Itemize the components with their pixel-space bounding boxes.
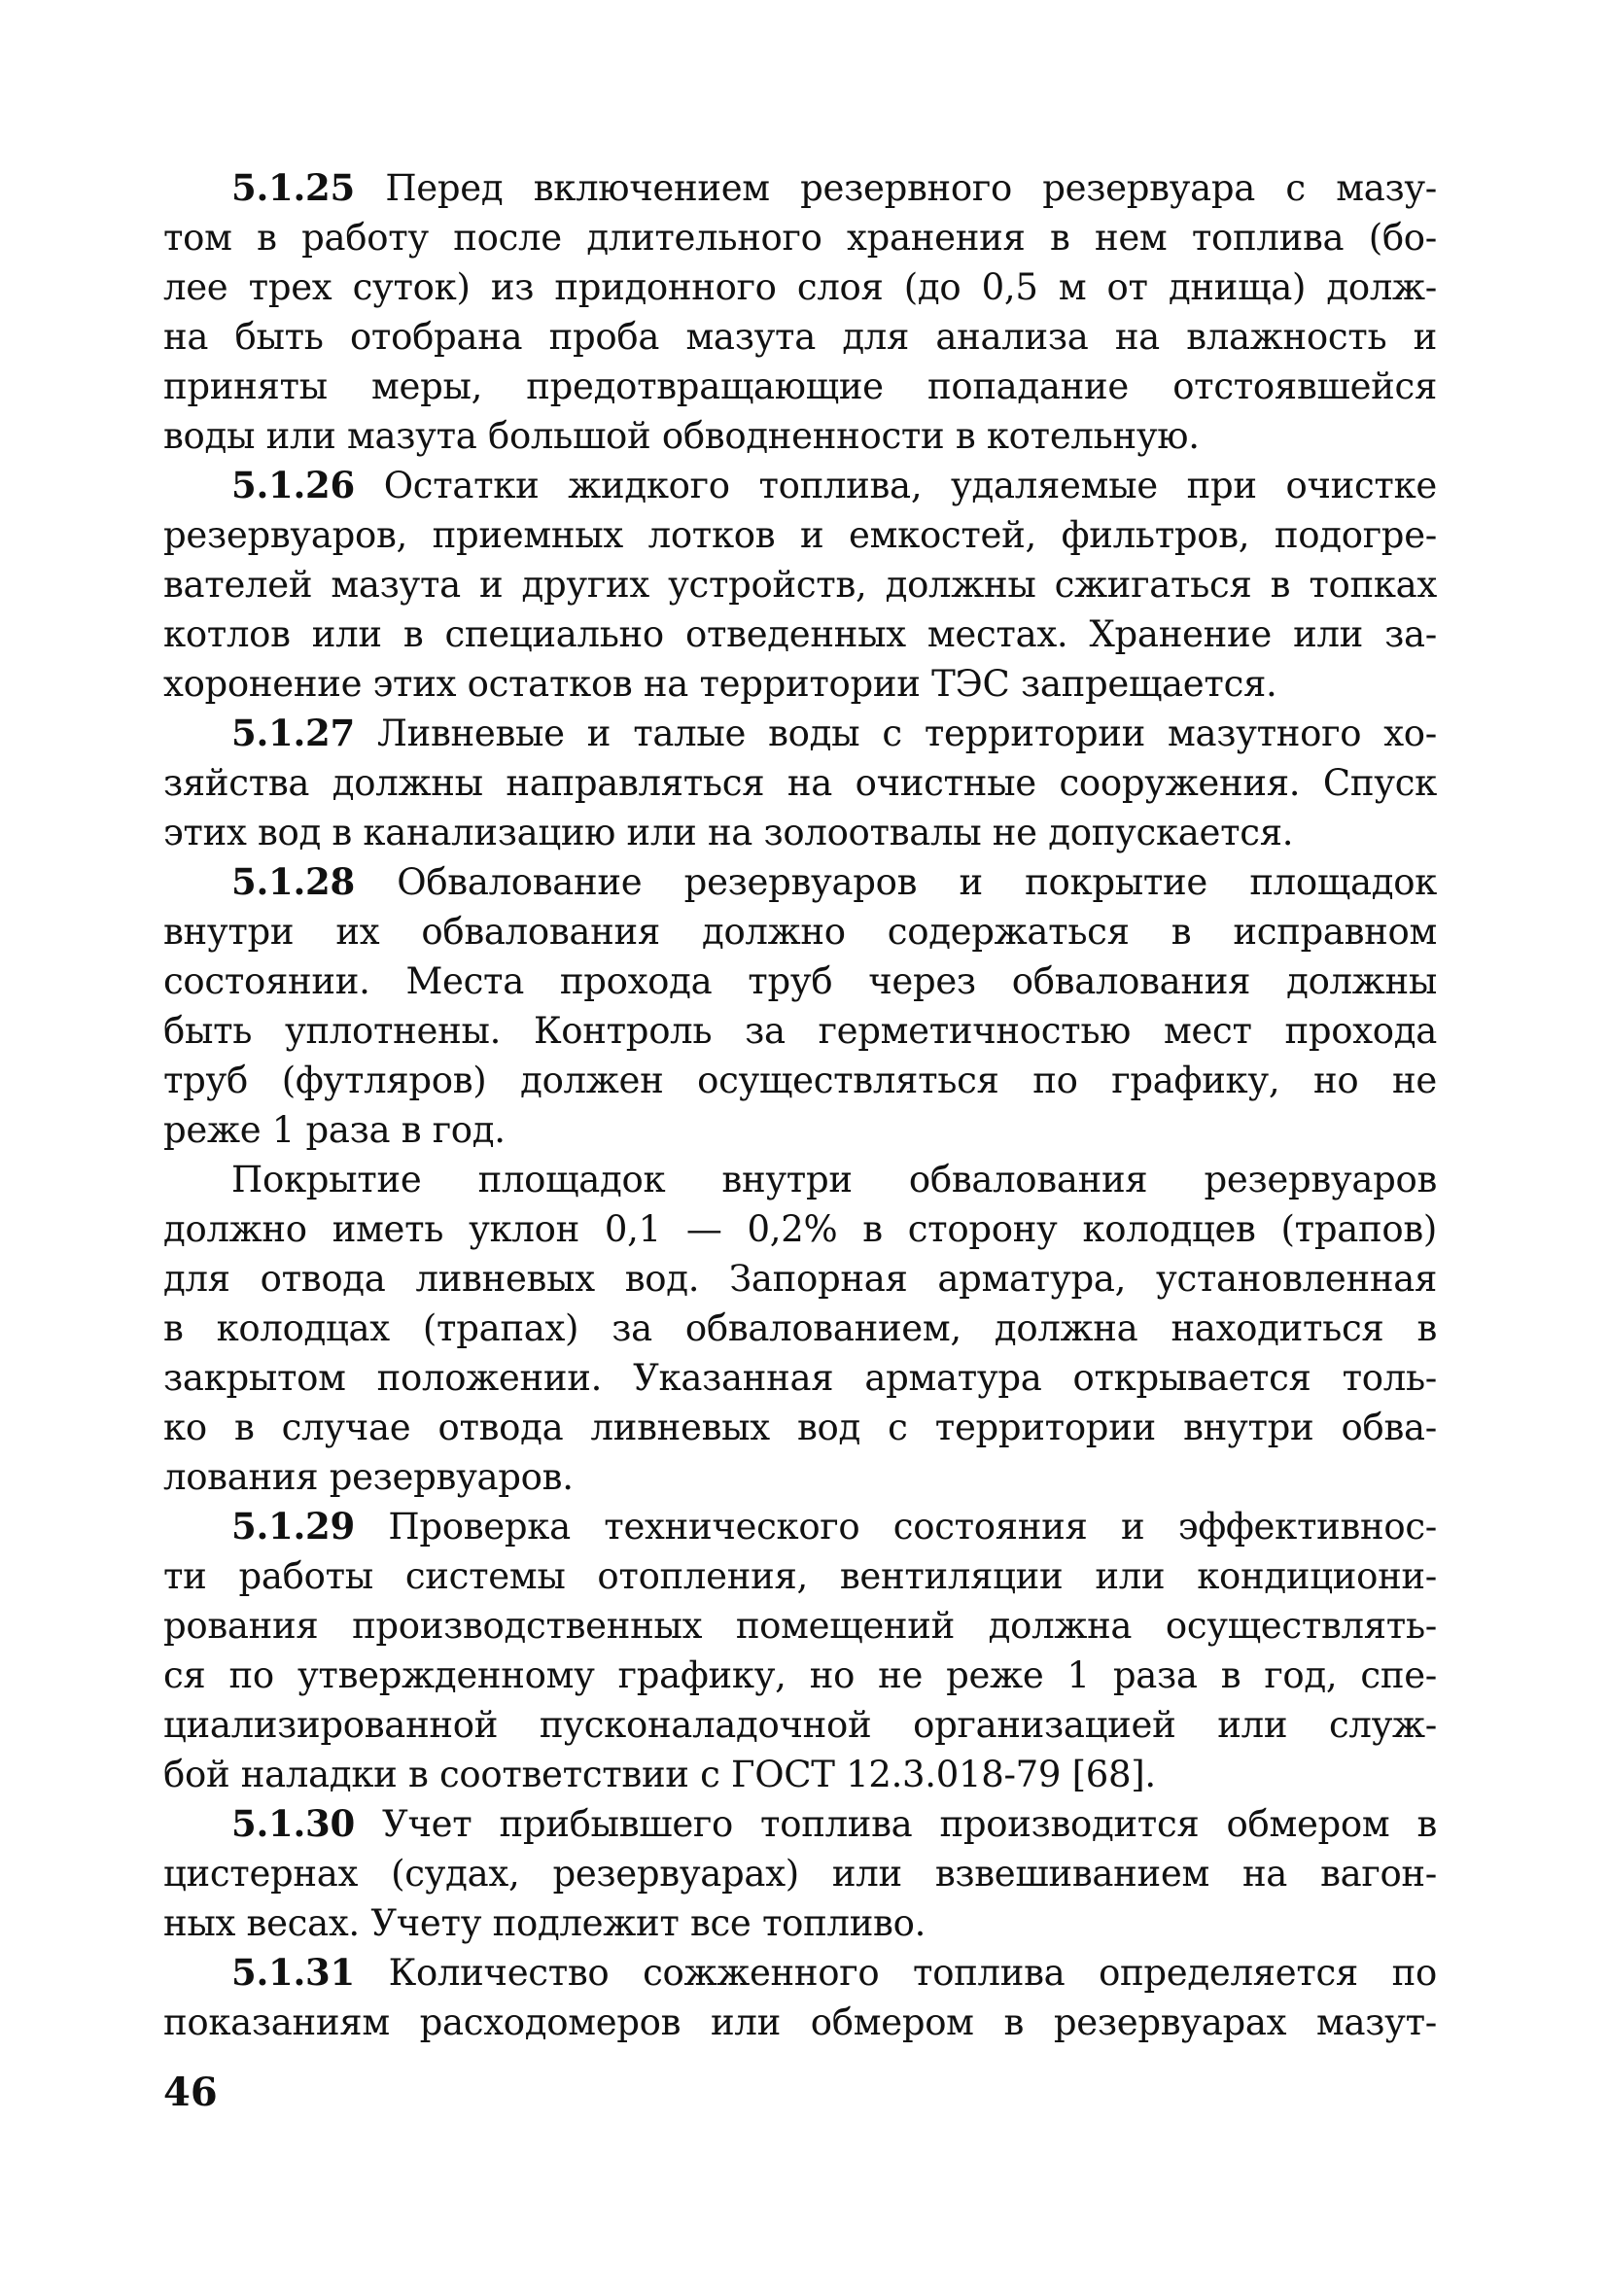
text-line: должно иметь уклон 0,1 — 0,2% в сторону колодцев (трапов) [163,1208,1437,1250]
paragraph-5-1-30 [163,1799,1437,1948]
text-line: приняты меры, предотвращающие попадание отстоявшейся [163,365,1437,407]
paragraph-5-1-25 [163,163,1437,461]
text-line: реже 1 раза в год. [163,1109,506,1151]
clause-number: 5.1.27 [231,712,355,754]
text-line: труб (футляров) должен осуществляться по графику, но не [163,1060,1437,1101]
text-line: в колодцах (трапах) за обвалованием, должна находиться в [163,1307,1437,1349]
text-line: этих вод в канализацию или на золоотвалы не допускается. [163,812,1294,853]
line-text: Остатки жидкого топлива, удаляемые при очистке [383,465,1437,506]
text-line: на быть отобрана проба мазута для анализа на влажность и [163,316,1437,358]
paragraph-5-1-26 [163,461,1437,709]
line-text: Учет прибывшего топлива производится обмером в [382,1803,1437,1845]
paragraph-covering [163,1155,1437,1502]
text-line: ти работы системы отопления, вентиляции или кондициони- [163,1555,1437,1597]
text-line: внутри их обвалования должно содержаться в исправном [163,911,1437,953]
text-line: лее трех суток) из придонного слоя (до 0,5 м от днища) долж- [163,266,1437,308]
text-line: циализированной пусконаладочной организацией или служ- [163,1704,1437,1746]
text-line: быть уплотнены. Контроль за герметичностью мест прохода [163,1010,1437,1052]
page-number: 46 [163,2070,218,2115]
clause-number: 5.1.26 [231,464,355,506]
text-line: состоянии. Места прохода труб через обвалования должны [163,960,1437,1002]
text-line: Покрытие площадок внутри обвалования резервуаров [231,1159,1437,1200]
text-line: хоронение этих остатков на территории ТЭС запрещается. [163,663,1277,705]
text-line: показаниям расходомеров или обмером в резервуарах мазут- [163,2001,1437,2043]
text-line: рования производственных помещений должна осуществлять- [163,1605,1437,1647]
clause-number: 5.1.25 [231,166,355,209]
clause-number: 5.1.28 [231,860,355,903]
text-line: резервуаров, приемных лотков и емкостей, фильтров, подогре- [163,514,1437,556]
text-line: котлов или в специально отведенных местах. Хранение или за- [163,613,1437,655]
text-line: ных весах. Учету подлежит все топливо. [163,1902,926,1944]
text-line: зяйства должны направляться на очистные сооружения. Спуск [163,762,1437,804]
page-body [163,163,1437,2166]
line-text: Проверка технического состояния и эффективнос- [388,1506,1437,1548]
text-line: ко в случае отвода ливневых вод с территории внутри обва- [163,1407,1437,1448]
text-line [163,163,1437,213]
line-text: Ливневые и талые воды с территории мазутного хо- [377,713,1437,754]
text-line [163,709,1437,758]
text-line: закрытом положении. Указанная арматура открывается толь- [163,1357,1437,1399]
text-line: лования резервуаров. [163,1456,574,1498]
text-line: ся по утвержденному графику, но не реже 1 раза в год, спе- [163,1654,1437,1696]
text-line [163,461,1437,510]
text-line [163,857,1437,907]
text-line: том в работу после длительного хранения в нем топлива (бо- [163,217,1437,259]
text-line: цистернах (судах, резервуарах) или взвешиванием на вагон- [163,1853,1437,1895]
text-line: для отвода ливневых вод. Запорная арматура, установленная [163,1258,1437,1300]
line-text: Обвалование резервуаров и покрытие площадок [397,861,1437,903]
clause-number: 5.1.29 [231,1505,355,1548]
text-line: бой наладки в соответствии с ГОСТ 12.3.018-79 [68]. [163,1754,1156,1795]
clause-number: 5.1.31 [231,1951,355,1994]
paragraph-5-1-28 [163,857,1437,1155]
line-text: Перед включением резервного резервуара с мазу- [385,167,1437,209]
text-line [163,1799,1437,1849]
paragraph-5-1-29 [163,1502,1437,1799]
line-text: Количество сожженного топлива определяется по [388,1952,1437,1994]
clause-number: 5.1.30 [231,1802,355,1845]
paragraph-5-1-27 [163,709,1437,857]
text-line: воды или мазута большой обводненности в котельную. [163,415,1200,457]
paragraph-5-1-31 [163,1948,1437,2047]
text-line [163,1502,1437,1551]
text-line [163,1948,1437,1998]
text-line: вателей мазута и других устройств, должны сжигаться в топках [163,564,1437,606]
